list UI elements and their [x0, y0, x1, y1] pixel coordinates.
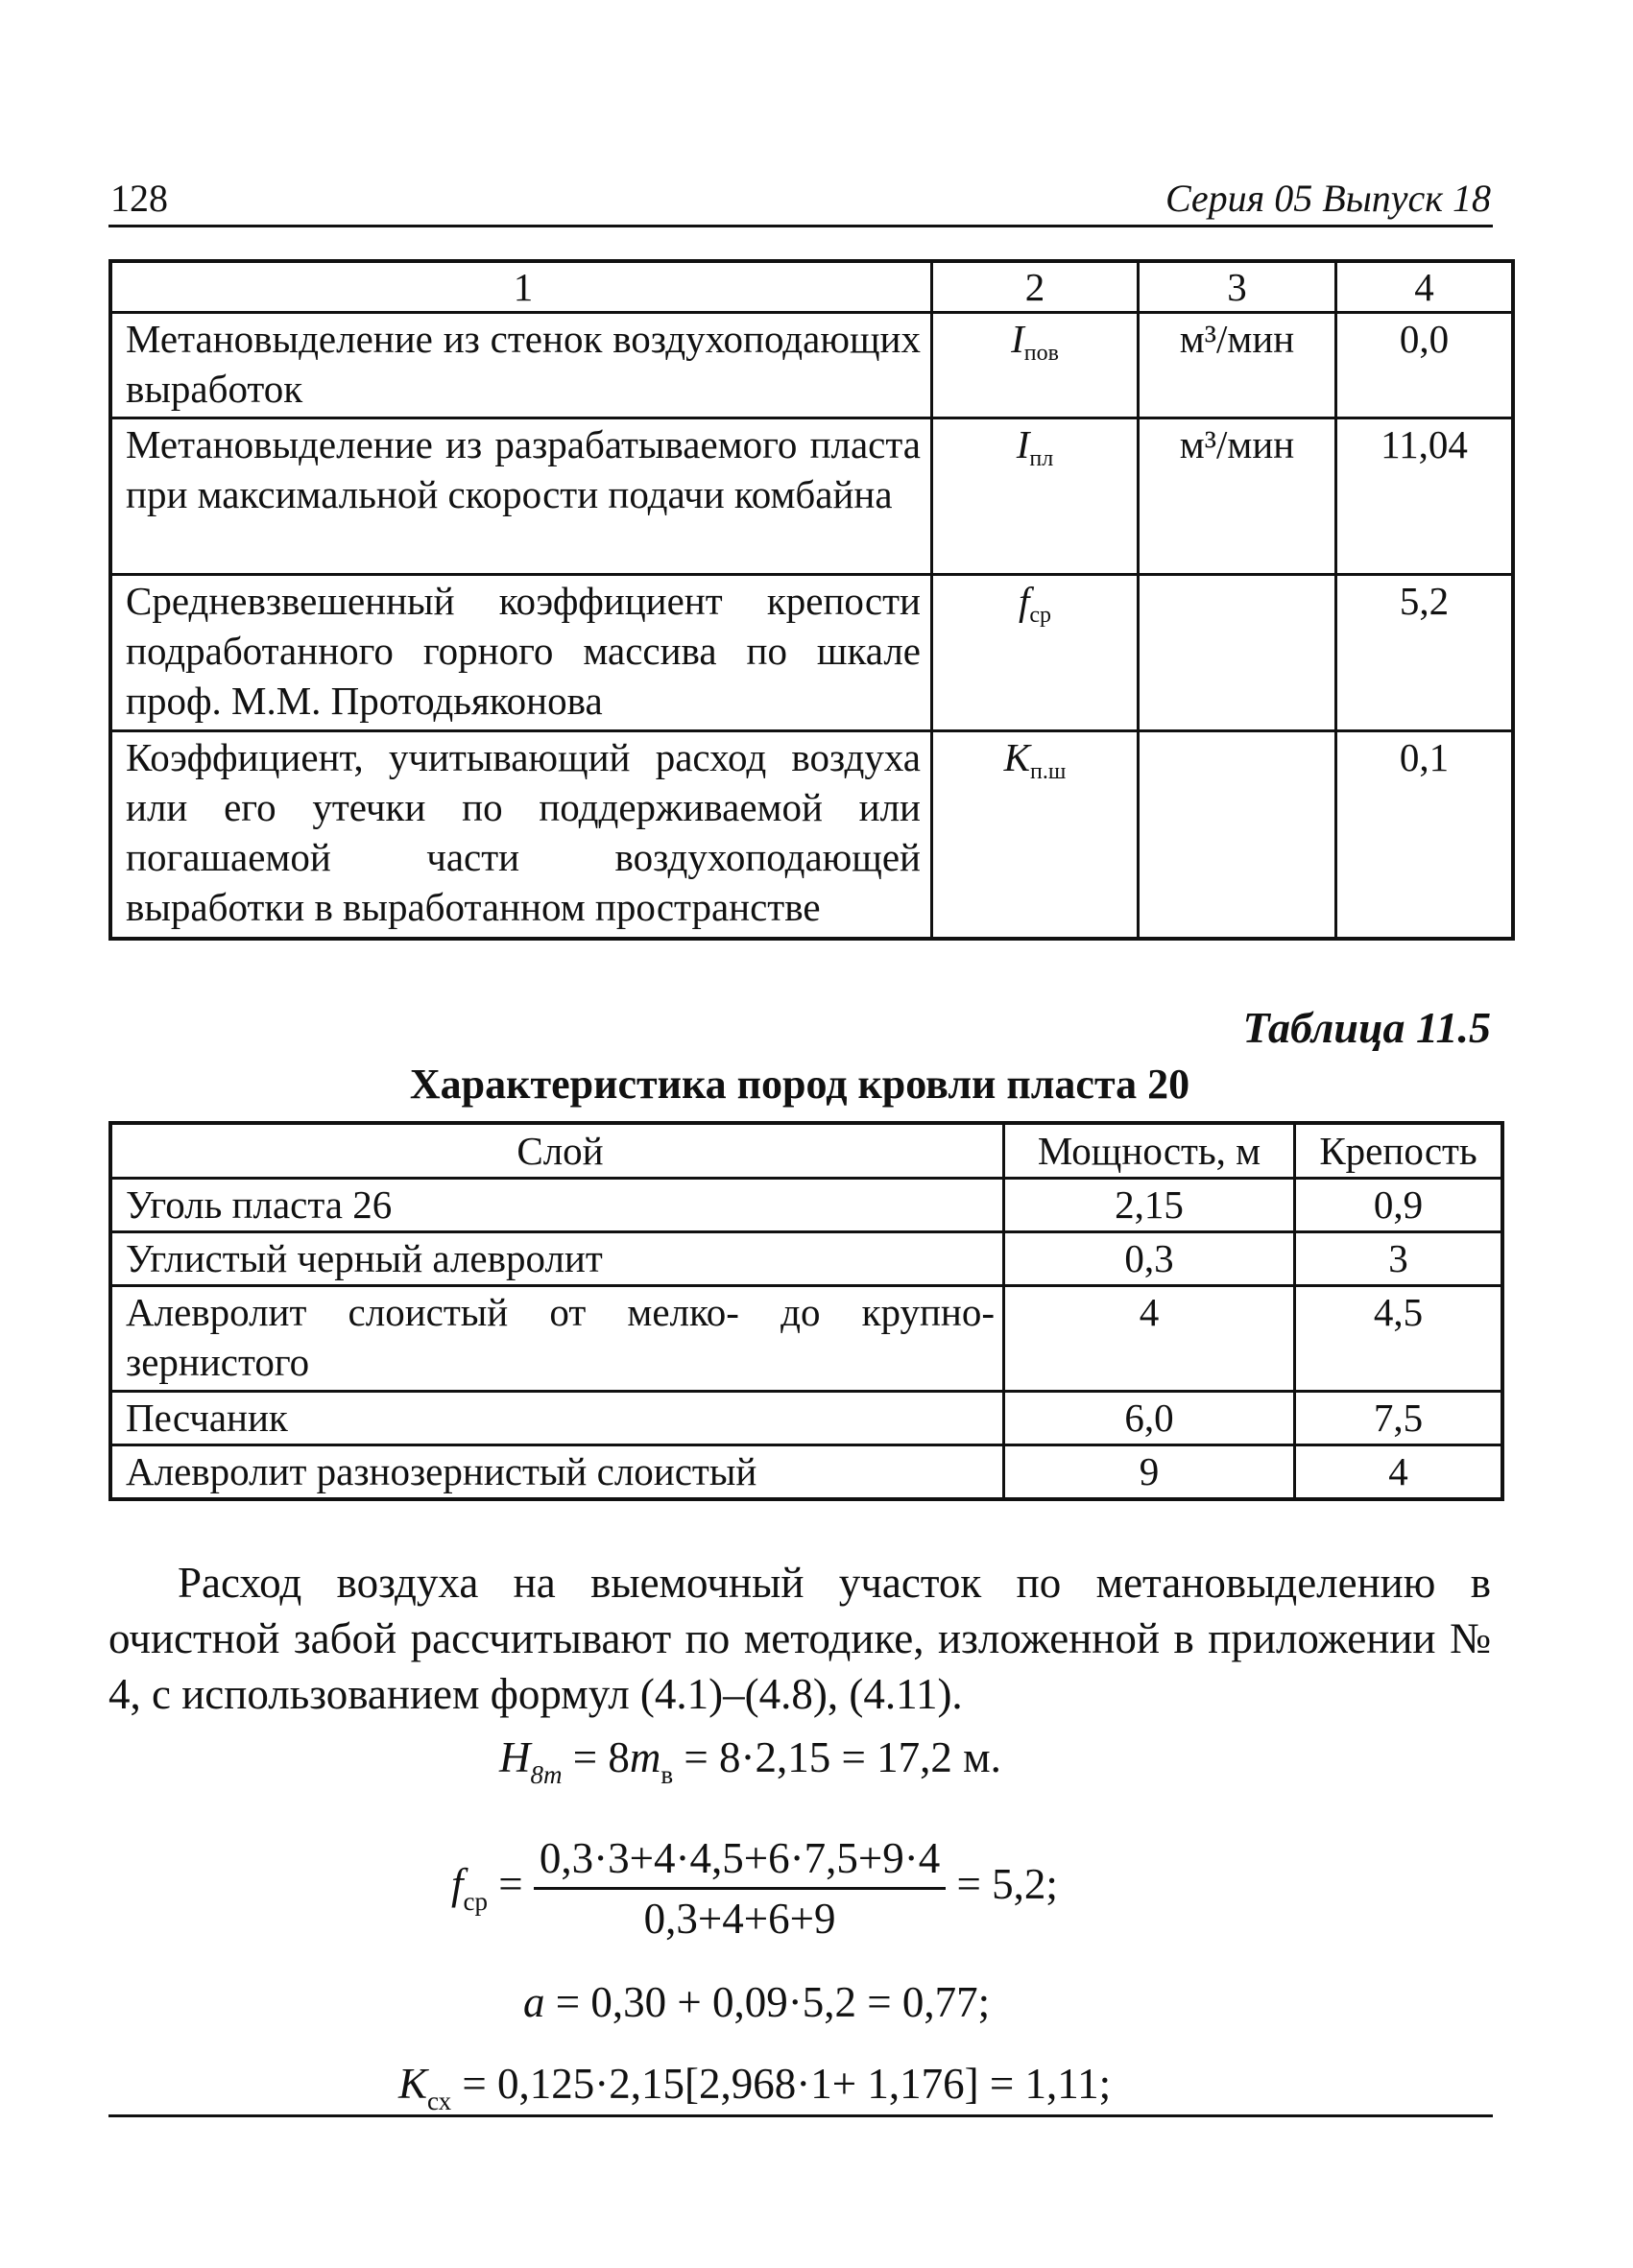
page-number: 128: [110, 177, 168, 220]
formula-symbol: a: [523, 1978, 545, 2026]
table-row: [110, 1179, 1502, 1232]
thickness-cell: 0,3: [1004, 1232, 1295, 1286]
formula-subscript: 8m: [530, 1760, 563, 1789]
table-row: [110, 731, 1513, 939]
strength-cell: 0,9: [1295, 1179, 1503, 1232]
fraction-denominator: 0,3+4+6+9: [643, 1895, 836, 1943]
value-cell: 0,1: [1336, 731, 1514, 939]
fraction-numerator: 0,3·3+4·4,5+6·7,5+9·4: [534, 1833, 946, 1890]
symbol: f: [1018, 579, 1030, 623]
description-cell: Коэффициент, учитывающий расход воздуха или его утечки по поддерживаемой или погашаемой части воздухоподающей выработки в выработанном пространстве: [110, 731, 932, 939]
symbol-subscript: ср: [1029, 603, 1052, 628]
symbol: I: [1016, 422, 1030, 466]
table-row: [110, 418, 1513, 575]
symbol: I: [1011, 317, 1024, 361]
formula-subscript: сх: [427, 2087, 452, 2115]
formula-text: = 0,125·2,15[2,968·1+ 1,176] = 1,11;: [451, 2060, 1112, 2108]
layer-cell: Песчаник: [110, 1392, 1004, 1445]
formula-text: = 8: [562, 1733, 630, 1781]
parameters-table: [108, 259, 1515, 941]
formula-subscript: ср: [463, 1886, 488, 1916]
formula-a: [523, 1977, 990, 2027]
value-cell: 5,2: [1336, 575, 1514, 731]
table-row: [110, 1232, 1502, 1286]
table-caption: Характеристика пород кровли пласта 20: [409, 1061, 1190, 1108]
unit-cell: м³/мин: [1139, 313, 1336, 418]
unit-cell: [1139, 731, 1336, 939]
header-rule: [108, 225, 1493, 227]
formula-subscript: в: [660, 1760, 674, 1789]
value-cell: 0,0: [1336, 313, 1514, 418]
table-row: [110, 313, 1513, 418]
thickness-cell: 2,15: [1004, 1179, 1295, 1232]
description-cell: Метановыделение из разрабатываемого пласта при максимальной скорости подачи комбайна: [110, 418, 932, 575]
formula-symbol: f: [451, 1859, 464, 1908]
symbol-cell: [932, 731, 1139, 939]
symbol-cell: [932, 418, 1139, 575]
formula-result: = 5,2;: [956, 1859, 1058, 1908]
formula-text: = 0,30 + 0,09·5,2 = 0,77;: [544, 1978, 991, 2026]
unit-cell: м³/мин: [1139, 418, 1336, 575]
formula-text: = 8·2,15 = 17,2 м.: [673, 1733, 1001, 1781]
strength-cell: 4: [1295, 1445, 1503, 1499]
thickness-cell: 6,0: [1004, 1392, 1295, 1445]
table-header-row: [110, 1123, 1502, 1179]
column-header: 2: [932, 261, 1139, 313]
formula-symbol: m: [629, 1733, 661, 1781]
column-header: 4: [1336, 261, 1514, 313]
thickness-cell: 9: [1004, 1445, 1295, 1499]
strength-cell: 7,5: [1295, 1392, 1503, 1445]
description-cell: Средневзвешенный коэффициент крепости подработанного горного массива по шкале проф. М.М. Протодьяконова: [110, 575, 932, 731]
column-header: 3: [1139, 261, 1336, 313]
layer-cell: Алевролит разнозернистый слоистый: [110, 1445, 1004, 1499]
table-row: [110, 1392, 1502, 1445]
layer-cell: Углистый черный алевролит: [110, 1232, 1004, 1286]
formula-fraction: [534, 1833, 946, 1944]
column-header: Мощность, м: [1004, 1123, 1295, 1179]
bottom-rule: [108, 2114, 1493, 2117]
table-row: [110, 1286, 1502, 1392]
formula-symbol: H: [499, 1733, 531, 1781]
column-header: 1: [110, 261, 932, 313]
formula-symbol: K: [398, 2060, 428, 2108]
column-header: Крепость: [1295, 1123, 1503, 1179]
symbol-cell: [932, 575, 1139, 731]
formula-fsr: $f_{ср}$ = $\frac{0,3\cdot 3+4\cdot 4,5+6\cdot 7,5+9\cdot 4}{0,3+4+6+9}$ = 5,2;: [451, 1834, 1058, 1943]
symbol-cell: [932, 313, 1139, 418]
strength-cell: 4,5: [1295, 1286, 1503, 1392]
table-row: [110, 1445, 1502, 1499]
unit-cell: [1139, 575, 1336, 731]
description-cell: Метановыделение из стенок воздухоподающих выработок: [110, 313, 932, 418]
symbol-subscript: п.ш: [1030, 759, 1067, 784]
symbol-subscript: пов: [1023, 341, 1059, 366]
table-label: Таблица 11.5: [1242, 1003, 1491, 1052]
table-header-row: [110, 261, 1513, 313]
value-cell: 11,04: [1336, 418, 1514, 575]
running-title: Серия 05 Выпуск 18: [1165, 177, 1491, 220]
layer-cell: Алевролит слоистый от мелко- до крупнозернистого: [110, 1286, 1004, 1392]
thickness-cell: 4: [1004, 1286, 1295, 1392]
formula-ksx: [398, 2059, 1112, 2115]
symbol: K: [1003, 735, 1031, 779]
body-paragraph: Расход воздуха на выемочный участок по метановыделению в очистной забой рассчитывают по методике, изложенной в приложении № 4, с использованием формул (4.1)–(4.8), (4.11).: [108, 1559, 1491, 1718]
symbol-subscript: пл: [1029, 446, 1054, 471]
formula-h8m: [499, 1732, 1001, 1789]
column-header: Слой: [110, 1123, 1004, 1179]
table-row: [110, 575, 1513, 731]
strength-cell: 3: [1295, 1232, 1503, 1286]
layer-cell: Уголь пласта 26: [110, 1179, 1004, 1232]
rock-layers-table: [108, 1121, 1504, 1501]
